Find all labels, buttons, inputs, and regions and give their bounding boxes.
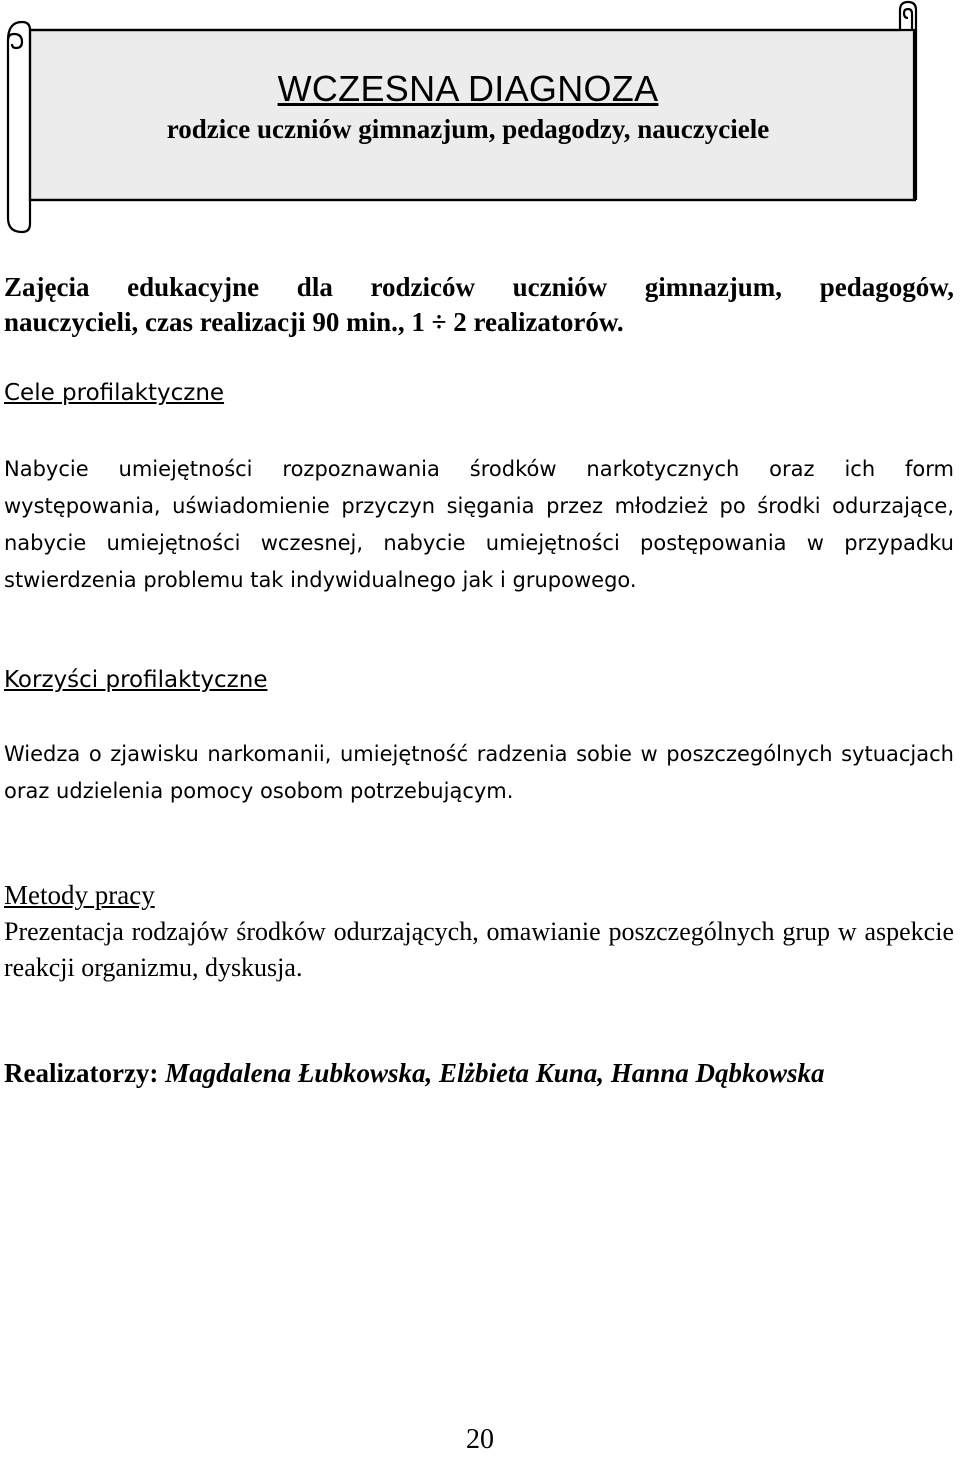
intro-line-2: nauczycieli, czas realizacji 90 min., 1 ÷ 2 realizatorów.: [4, 307, 624, 337]
section-text-korzysci: Wiedza o zjawisku narkomanii, umiejętność radzenia sobie w poszczególnych sytuacjach oraz udzielenia pomocy osobom potrzebującym.: [4, 742, 954, 803]
realizatorzy-line: [4, 1058, 825, 1089]
section-text-metody: Prezentacja rodzajów środków odurzających, omawianie poszczególnych grup w aspekcie reakcji organizmu, dyskusja.: [4, 917, 954, 982]
realizatorzy-label: Realizatorzy:: [4, 1058, 159, 1088]
intro-paragraph: [4, 270, 954, 340]
section-heading-metody: Metody pracy: [4, 880, 155, 910]
realizatorzy-names: Magdalena Łubkowska, Elżbieta Kuna, Hanna Dąbkowska: [165, 1058, 825, 1088]
banner-title: WCZESNA DIAGNOZA: [277, 68, 659, 109]
section-heading-cele: Cele profilaktyczne: [4, 380, 225, 406]
section-text-cele: Nabycie umiejętności rozpoznawania środków narkotycznych oraz ich form występowania, uświadomienie przyczyn sięgania przez młodzież po środki odurzające, nabycie umiejętności wczesnej, nabycie umiejętności postępowania w przypadku stwierdzenia problemu tak indywidualnego jak i grupowego.: [4, 457, 954, 592]
page-number: 20: [466, 1424, 494, 1455]
section-heading-korzysci: Korzyści profilaktyczne: [4, 667, 268, 693]
banner-subtitle: rodzice uczniów gimnazjum, pedagodzy, nauczyciele: [166, 114, 770, 144]
intro-line-1: Zajęcia edukacyjne dla rodziców uczniów gimnazjum, pedagogów,: [4, 272, 954, 302]
